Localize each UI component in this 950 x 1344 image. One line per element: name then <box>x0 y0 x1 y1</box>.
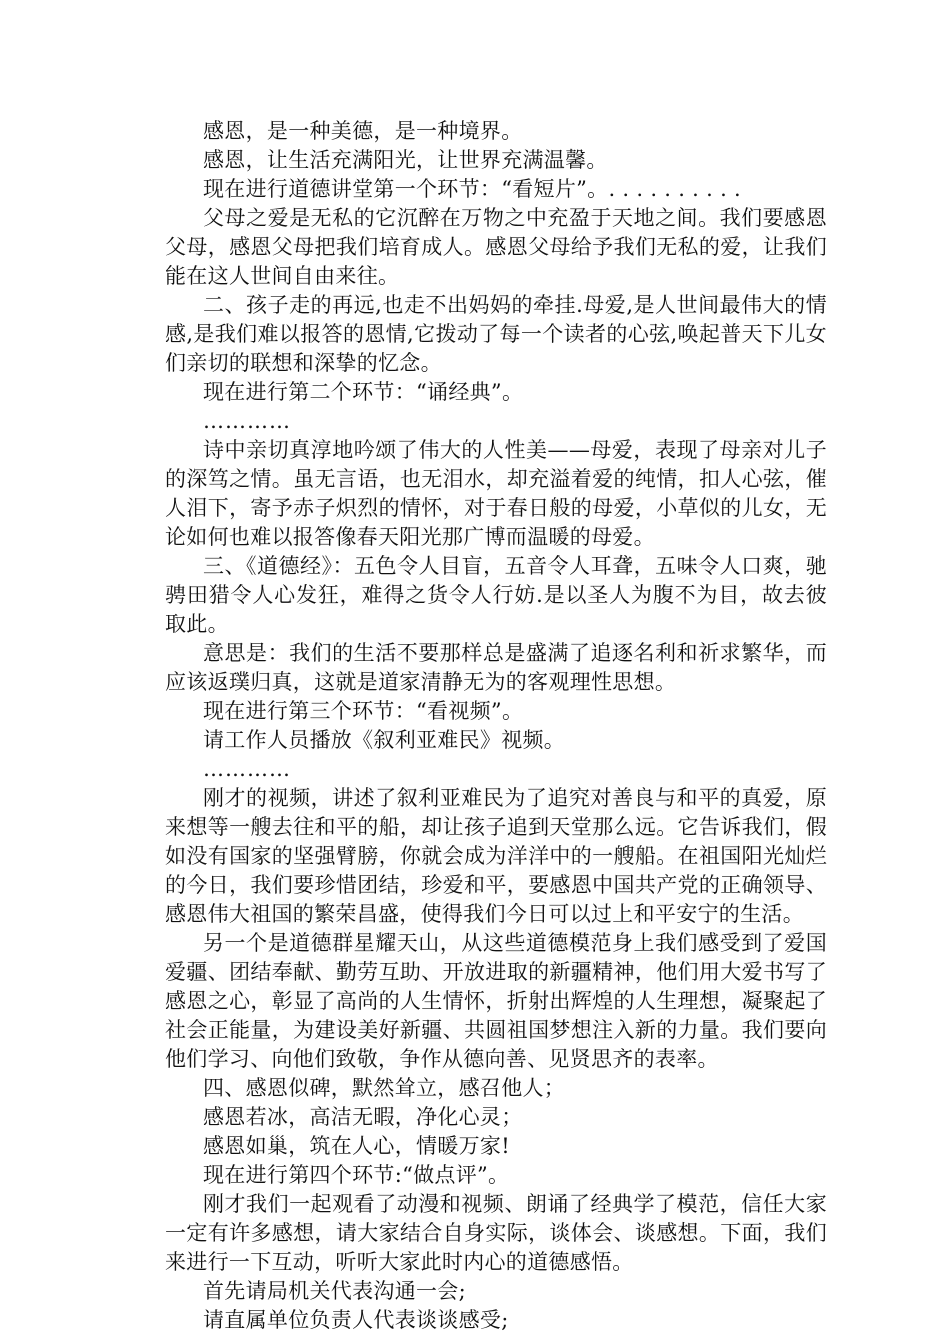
paragraph-9: 意思是：我们的生活不要那样总是盛满了追逐名利和祈求繁华，而应该返璞归真，这就是道家清静无为的客观理性思想。 <box>165 641 827 694</box>
paragraph-18: 刚才我们一起观看了动漫和视频、朗诵了经典学了模范，信任大家一定有许多感想，请大家结合自身实际，谈体会、谈感想。下面，我们来进行一下互动，听听大家此时内心的道德感悟。 <box>165 1192 827 1274</box>
paragraph-11: 请工作人员播放《叙利亚难民》视频。 <box>203 728 566 752</box>
paragraph-8: 三、《道德经》：五色令人目盲，五音令人耳聋，五味令人口爽，驰骋田猎令人心发狂，难得之货令人行妨.是以圣人为腹不为目，故去彼取此。 <box>165 554 827 636</box>
paragraph-7: 诗中亲切真淳地吟颂了伟大的人性美——母爱，表现了母亲对儿子的深笃之情。虽无言语，也无泪水，却充溢着爱的纯情，扣人心弦，催人泪下，寄予赤子炽烈的情怀，对于春日般的母爱，小草似的儿女，无论如何也难以报答像春天阳光那广博而温暖的母爱。 <box>165 438 827 549</box>
paragraph-15: 感恩若冰，高洁无暇，净化心灵； <box>203 1105 523 1129</box>
paragraph-10: 现在进行第三个环节：“看视频”。 <box>203 699 524 723</box>
paragraph-6: 现在进行第二个环节：“诵经典”。 <box>203 380 524 404</box>
ellipsis-line-2: ………… <box>203 757 291 781</box>
paragraph-20: 请直属单位负责人代表谈谈感受; <box>203 1308 509 1332</box>
paragraph-3: 现在进行道德讲堂第一个环节：“看短片”。. . . . . . . . . . <box>203 177 742 201</box>
paragraph-2: 感恩，让生活充满阳光，让世界充满温馨。 <box>203 148 608 172</box>
paragraph-14: 四、感恩似碑，默然耸立，感召他人； <box>203 1076 566 1100</box>
paragraph-5: 二、孩子走的再远,也走不出妈妈的牵挂.母爱,是人世间最伟大的情感,是我们难以报答的恩情,它拨动了每一个读者的心弦,唤起普天下儿女们亲切的联想和深挚的忆念。 <box>165 293 827 375</box>
paragraph-13: 另一个是道德群星耀天山，从这些道德模范身上我们感受到了爱国爱疆、团结奉献、勤劳互助、开放进取的新疆精神，他们用大爱书写了感恩之心，彰显了高尚的人生情怀，折射出辉煌的人生理想，凝聚起了社会正能量，为建设美好新疆、共圆祖国梦想注入新的力量。我们要向他们学习、向他们致敬，争作从德向善、见贤思齐的表率。 <box>165 931 827 1071</box>
document-body <box>165 117 827 1335</box>
paragraph-17: 现在进行第四个环节:“做点评”。 <box>203 1163 510 1187</box>
paragraph-12: 刚才的视频，讲述了叙利亚难民为了追究对善良与和平的真爱，原来想等一艘去往和平的船，却让孩子追到天堂那么远。它告诉我们，假如没有国家的坚强臂膀，你就会成为洋洋中的一艘船。在祖国阳光灿烂的今日，我们要珍惜团结，珍爱和平，要感恩中国共产党的正确领导、感恩伟大祖国的繁荣昌盛，使得我们今日可以过上和平安宁的生活。 <box>165 786 827 926</box>
ellipsis-line-1: ………… <box>203 409 291 433</box>
paragraph-19: 首先请局机关代表沟通一会; <box>203 1279 466 1303</box>
paragraph-1: 感恩，是一种美德，是一种境界。 <box>203 119 523 143</box>
paragraph-16: 感恩如巢，筑在人心，情暖万家! <box>203 1134 510 1158</box>
paragraph-4: 父母之爱是无私的它沉醉在万物之中充盈于天地之间。我们要感恩父母，感恩父母把我们培育成人。感恩父母给予我们无私的爱，让我们能在这人世间自由来往。 <box>165 206 827 288</box>
